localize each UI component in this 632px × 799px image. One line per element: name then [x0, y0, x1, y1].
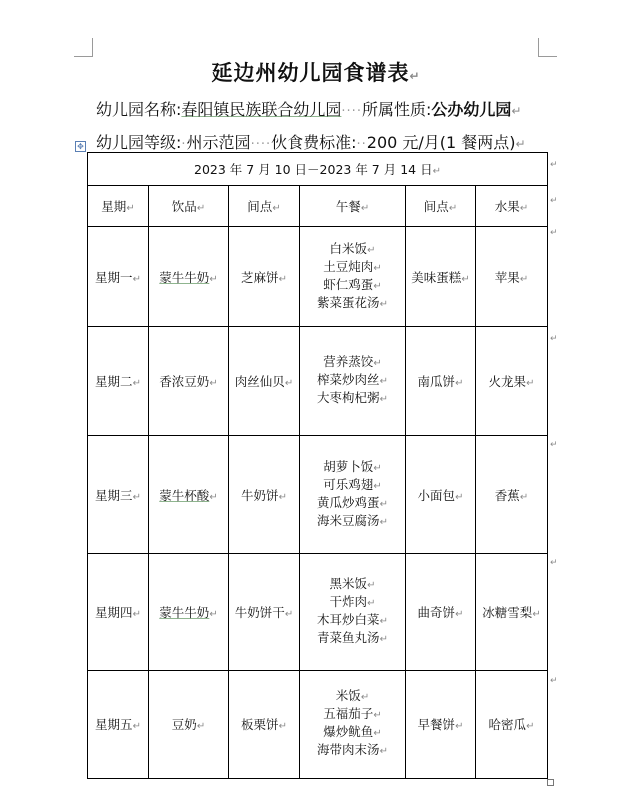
lunch-cell: 营养蒸饺↵ 榨菜炒肉丝↵ 大枣枸杞粥↵ [300, 327, 406, 436]
date-range-row [88, 153, 548, 186]
drink-cell: 蒙牛牛奶↵ [149, 553, 229, 670]
day-cell: 星期一↵ [88, 227, 149, 327]
spacer: ···· [250, 137, 272, 152]
header-day: 星期↵ [88, 186, 149, 227]
name-value: 春阳镇民族联合幼儿园 [181, 100, 342, 119]
row-end-mark: ↵ [550, 334, 558, 344]
paragraph-mark: ↵ [515, 137, 526, 151]
table-resize-handle[interactable] [547, 779, 554, 786]
drink-cell: 豆奶↵ [149, 670, 229, 778]
header-snack2: 间点↵ [406, 186, 476, 227]
snack1-cell: 牛奶饼↵ [229, 436, 300, 553]
day-cell: 星期三↵ [88, 436, 149, 553]
nature-value: 公办幼儿园 [431, 100, 512, 119]
header-row [88, 186, 548, 227]
header-drink: 饮品↵ [149, 186, 229, 227]
snack1-cell: 肉丝仙贝↵ [229, 327, 300, 436]
paragraph-mark: ↵ [409, 69, 421, 83]
row-end-mark: ↵ [550, 440, 558, 450]
lunch-cell: 黑米饭↵ 干炸肉↵ 木耳炒白菜↵ 青菜鱼丸汤↵ [300, 553, 406, 670]
header-snack1: 间点↵ [229, 186, 300, 227]
row-end-mark: ↵ [550, 558, 558, 568]
page-corner-top-left [74, 38, 93, 57]
snack2-cell: 南瓜饼↵ [406, 327, 476, 436]
paragraph-mark: ↵ [511, 104, 522, 118]
day-cell: 星期五↵ [88, 670, 149, 778]
snack2-cell: 曲奇饼↵ [406, 553, 476, 670]
table-move-handle-icon[interactable]: ✥ [75, 141, 86, 152]
table-row [88, 553, 548, 670]
row-end-mark: ↵ [550, 228, 558, 238]
grade-value: 州示范园 [186, 133, 251, 152]
spacer: ·· [356, 137, 367, 152]
snack2-cell: 早餐饼↵ [406, 670, 476, 778]
kindergarten-info-line [96, 97, 521, 120]
table-row [88, 670, 548, 778]
fruit-cell: 火龙果↵ [476, 327, 548, 436]
fruit-cell: 香蕉↵ [476, 436, 548, 553]
drink-cell: 蒙牛杯酸↵ [149, 436, 229, 553]
row-end-mark: ↵ [550, 160, 558, 170]
header-fruit: 水果↵ [476, 186, 548, 227]
header-lunch: 午餐↵ [300, 186, 406, 227]
fruit-cell: 苹果↵ [476, 227, 548, 327]
drink-cell: 蒙牛牛奶↵ [149, 227, 229, 327]
row-end-mark: ↵ [550, 196, 558, 206]
row-end-mark: ↵ [550, 676, 558, 686]
day-cell: 星期四↵ [88, 553, 149, 670]
fee-value: 200 元/月(1 餐两点) [366, 133, 516, 152]
snack1-cell: 芝麻饼↵ [229, 227, 300, 327]
fee-label: 伙食费标准: [271, 133, 357, 152]
snack1-cell: 板栗饼↵ [229, 670, 300, 778]
table-row [88, 436, 548, 553]
lunch-cell: 胡萝卜饭↵ 可乐鸡翅↵ 黄瓜炒鸡蛋↵ 海米豆腐汤↵ [300, 436, 406, 553]
drink-cell: 香浓豆奶↵ [149, 327, 229, 436]
day-cell: 星期二↵ [88, 327, 149, 436]
table-row [88, 227, 548, 327]
page-corner-top-right [538, 38, 557, 57]
menu-table [87, 152, 548, 779]
snack2-cell: 小面包↵ [406, 436, 476, 553]
grade-label: 幼儿园等级: [96, 133, 182, 152]
name-label: 幼儿园名称: [96, 100, 182, 119]
page-title: 延边州幼儿园食谱表↵ [211, 61, 421, 85]
spacer: ···· [341, 104, 362, 119]
lunch-cell: 白米饭↵ 土豆炖肉↵ 虾仁鸡蛋↵ 紫菜蛋花汤↵ [300, 227, 406, 327]
spacer: · [181, 137, 187, 152]
grade-fee-line [96, 130, 526, 153]
date-range-cell: 2023 年 7 月 10 日－2023 年 7 月 14 日↵ [88, 153, 548, 186]
fruit-cell: 冰糖雪梨↵ [476, 553, 548, 670]
fruit-cell: 哈密瓜↵ [476, 670, 548, 778]
snack2-cell: 美味蛋糕↵ [406, 227, 476, 327]
lunch-cell: 米饭↵ 五福茄子↵ 爆炒鱿鱼↵ 海带肉末汤↵ [300, 670, 406, 778]
table-row [88, 327, 548, 436]
snack1-cell: 牛奶饼干↵ [229, 553, 300, 670]
nature-label: 所属性质: [361, 100, 432, 119]
